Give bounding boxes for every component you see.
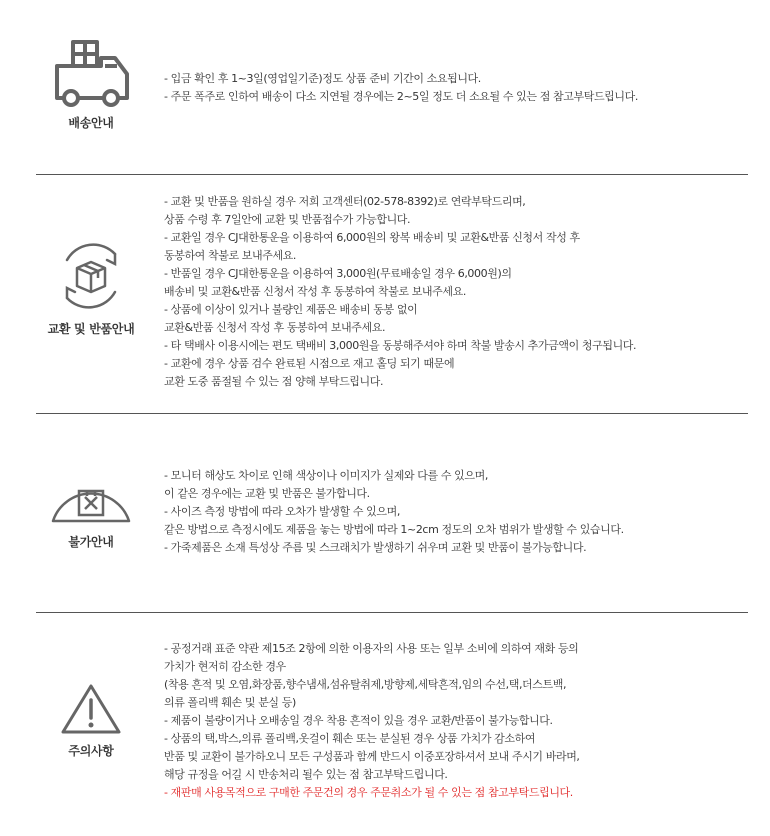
caution-line: 해당 규정을 어길 시 반송처리 될수 있는 점 참고부탁드립니다. <box>164 768 448 781</box>
resale-notice: - 재판매 사용목적으로 구매한 주문건의 경우 주문취소가 될 수 있는 점 참고부탁드립니다. <box>164 786 573 799</box>
exchange-line: - 상품에 이상이 있거나 불량인 제품은 배송비 동봉 없이 <box>164 303 418 316</box>
exchange-line: 교환 도중 품절될 수 있는 점 양해 부탁드립니다. <box>164 375 384 388</box>
exchange-line: - 반품일 경우 CJ대한통운을 이용하여 3,000원(무료배송일 경우 6,000원)의 <box>164 267 512 280</box>
delivery-line: - 입금 확인 후 1~3일(영업일기준)정도 상품 준비 기간이 소요됩니다. <box>164 72 481 85</box>
caution-line: 의류 폴리백 훼손 및 분실 등) <box>164 696 296 709</box>
caution-line: 반품 및 교환이 불가하오니 모든 구성품과 함께 반드시 이중포장하셔서 보내 주시기 바라며, <box>164 750 580 763</box>
caution-line: - 상품의 택,박스,의류 폴리백,옷걸이 훼손 또는 분실된 경우 상품 가치가 감소하여 <box>164 732 536 745</box>
caution-text <box>164 640 754 802</box>
unavailable-icon-col <box>36 477 146 550</box>
unavailable-line: - 모니터 해상도 차이로 인해 색상이나 이미지가 실제와 다를 수 있으며, <box>164 469 488 482</box>
delivery-text <box>164 70 754 106</box>
exchange-text <box>164 193 754 391</box>
exchange-line: 상품 수령 후 7일안에 교환 및 반품접수가 가능합니다. <box>164 213 411 226</box>
caution-section <box>36 624 748 814</box>
exchange-line: 교환&반품 신청서 작성 후 동봉하여 보내주세요. <box>164 321 386 334</box>
exchange-box-icon <box>53 238 129 314</box>
section-divider <box>36 612 748 613</box>
unavailable-text <box>164 467 754 557</box>
caution-line: 가치가 현저히 감소한 경우 <box>164 660 286 673</box>
exchange-line: - 교환에 경우 상품 검수 완료된 시점으로 재고 홀딩 되기 때문에 <box>164 357 455 370</box>
exchange-line: - 교환 및 반품을 원하실 경우 저희 고객센터(02-578-8392)로 연락부탁드리며, <box>164 195 526 208</box>
section-divider <box>36 174 748 175</box>
caution-line: - 제품이 불량이거나 오배송일 경우 착용 흔적이 있을 경우 교환/반품이 불가능합니다. <box>164 714 553 727</box>
warning-triangle-icon <box>59 682 123 736</box>
delivery-label: 배송안내 <box>68 116 114 130</box>
delivery-line: - 주문 폭주로 인하여 배송이 다소 지연될 경우에는 2~5일 정도 더 소요될 수 있는 점 참고부탁드립니다. <box>164 90 638 103</box>
unavailable-line: - 가죽제품은 소재 특성상 주름 및 스크래치가 발생하기 쉬우며 교환 및 반품이 불가능합니다. <box>164 541 587 554</box>
section-divider <box>36 413 748 414</box>
caution-label: 주의사항 <box>68 744 114 758</box>
caution-line: - 공정거래 표준 약관 제15조 2항에 의한 이용자의 사용 또는 일부 소비에 의하여 재화 등의 <box>164 642 579 655</box>
caution-icon-col <box>36 682 146 759</box>
exchange-line: - 타 택배사 이용시에는 편도 택배비 3,000원을 동봉해주셔야 하며 착불 발송시 추가금액이 청구됩니다. <box>164 339 637 352</box>
unavailable-label: 불가안내 <box>68 535 114 549</box>
unavailable-line: 이 같은 경우에는 교환 및 반품은 불가합니다. <box>164 487 370 500</box>
delivery-section <box>36 36 748 146</box>
unavailable-box-icon <box>49 477 133 527</box>
exchange-icon-col <box>36 238 146 337</box>
unavailable-line: 같은 방법으로 측정시에도 제품을 놓는 방법에 따라 1~2cm 정도의 오차 범위가 발생할 수 있습니다. <box>164 523 624 536</box>
exchange-section <box>36 186 748 401</box>
delivery-icon-col <box>36 36 146 131</box>
exchange-label: 교환 및 반품안내 <box>47 322 135 336</box>
exchange-line: 동봉하여 착불로 보내주세요. <box>164 249 297 262</box>
exchange-line: - 교환일 경우 CJ대한통운을 이용하여 6,000원의 왕복 배송비 및 교환&반품 신청서 작성 후 <box>164 231 580 244</box>
caution-line: (착용 흔적 및 오염,화장품,향수냄새,섬유탈취제,방향제,세탁흔적,임의 수선,택,더스트백, <box>164 678 567 691</box>
exchange-line: 배송비 및 교환&반품 신청서 작성 후 동봉하여 착불로 보내주세요. <box>164 285 466 298</box>
unavailable-line: - 사이즈 측정 방법에 따라 오차가 발생할 수 있으며, <box>164 505 400 518</box>
unavailable-section <box>36 425 748 600</box>
delivery-truck-icon <box>51 36 131 108</box>
